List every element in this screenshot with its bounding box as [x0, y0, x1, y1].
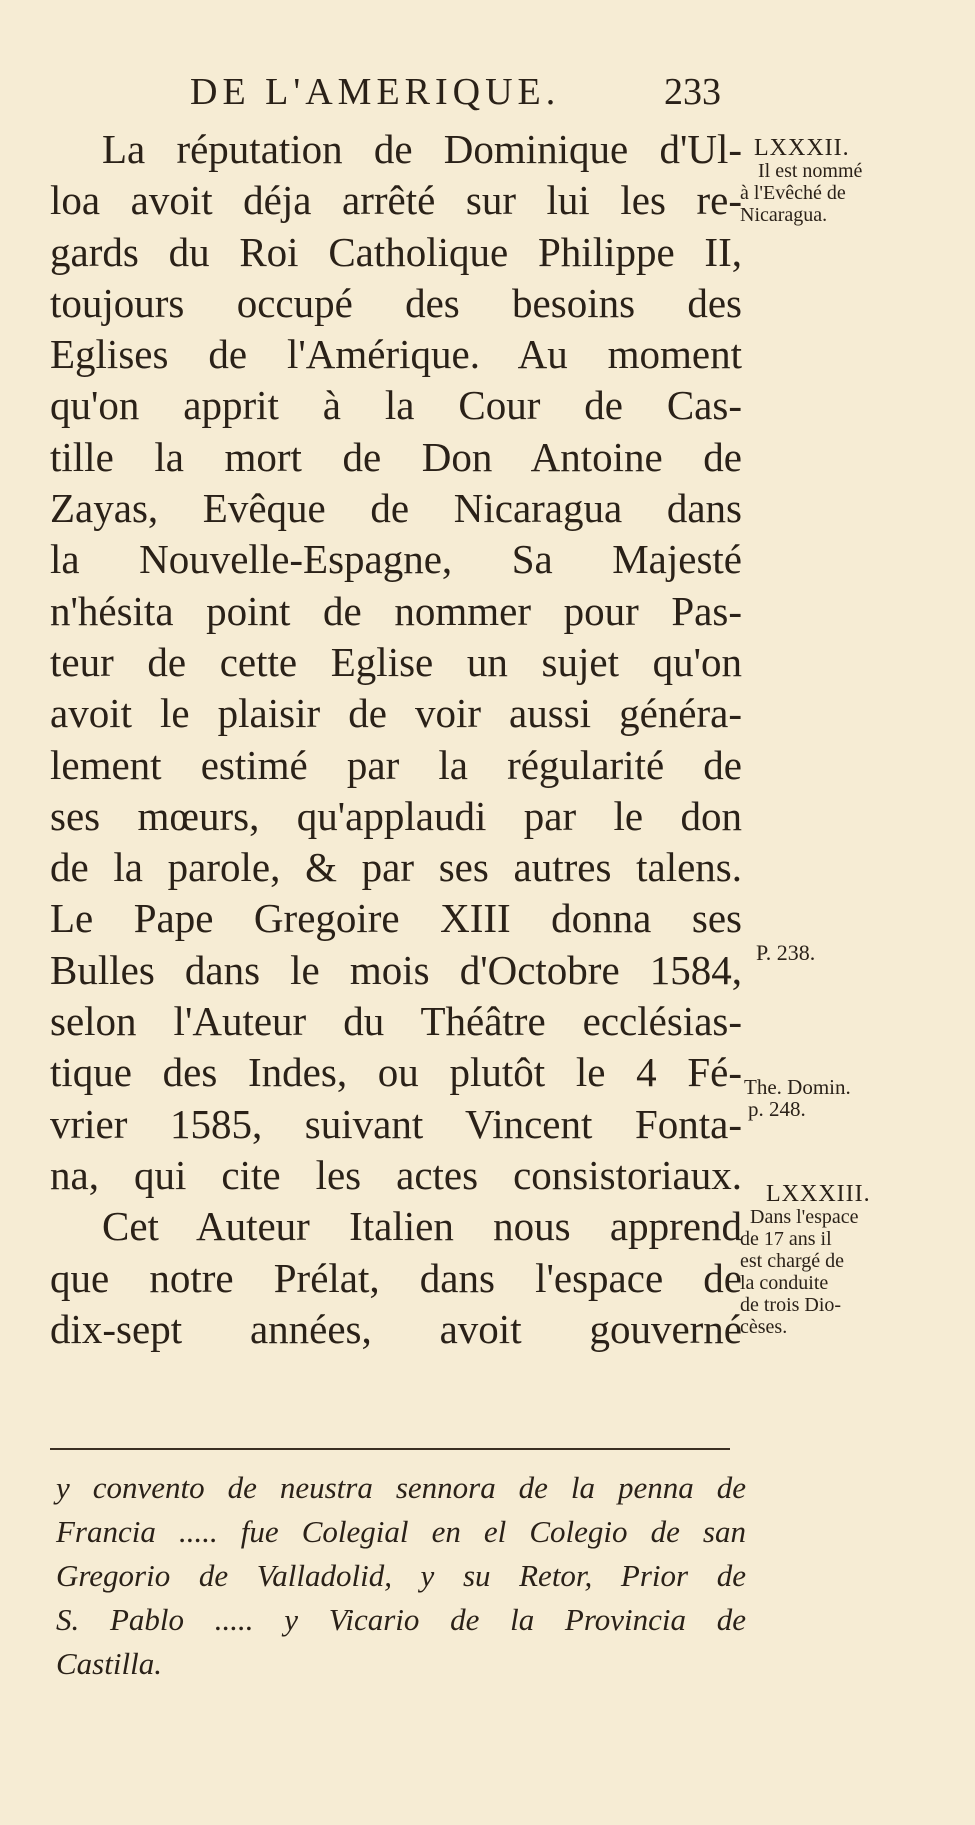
text-line: selon l'Auteur du Théâtre ecclésias-: [50, 998, 742, 1045]
footnote-block: [56, 1466, 746, 1686]
margin-note-line: Il est nommé: [758, 160, 863, 182]
margin-note-heading: LXXXII.: [754, 135, 850, 161]
margin-note-line: Nicaragua.: [740, 204, 828, 226]
footnote-line: Castilla.: [56, 1646, 162, 1681]
text-line: Eglises de l'Amérique. Au moment: [50, 331, 742, 378]
text-line: La réputation de Dominique d'Ul-: [102, 126, 742, 172]
margin-note-line: Dans l'espace: [750, 1206, 859, 1228]
main-text-block: [50, 124, 742, 1355]
page-number: 233: [664, 71, 721, 113]
text-line: loa avoit déja arrêté sur lui les re-: [50, 177, 742, 224]
text-line: qu'on apprit à la Cour de Cas-: [50, 382, 742, 429]
running-title: DE L'AMERIQUE.: [190, 71, 561, 113]
text-line: Cet Auteur Italien nous apprend: [102, 1203, 742, 1250]
text-line: avoit le plaisir de voir aussi généra-: [50, 690, 742, 737]
text-line: toujours occupé des besoins des: [50, 279, 742, 326]
text-line: gards du Roi Catholique Philippe II,: [50, 228, 742, 275]
text-line: tille la mort de Don Antoine de: [50, 433, 742, 480]
footnote-line: y convento de neustra sennora de la penna de: [56, 1470, 746, 1505]
text-line: na, qui cite les actes consistoriaux.: [50, 1151, 742, 1198]
text-line: teur de cette Eglise un sujet qu'on: [50, 638, 742, 685]
margin-note-line: est chargé de: [740, 1250, 845, 1272]
margin-reference: P. 238.: [756, 940, 816, 965]
margin-note-line: cèses.: [740, 1316, 788, 1338]
margin-note-lxxxiii: [740, 1182, 871, 1338]
text-line: que notre Prélat, dans l'espace de: [50, 1254, 742, 1301]
text-line: vrier 1585, suivant Vincent Fonta-: [50, 1100, 742, 1147]
margin-note-line: la conduite: [740, 1272, 829, 1294]
margin-note-lxxxii: [740, 136, 862, 226]
text-line: lement estimé par la régularité de: [50, 741, 742, 788]
text-line: n'hésita point de nommer pour Pas-: [50, 587, 742, 634]
margin-reference-theatre: The. Domin. p. 248.: [744, 1075, 851, 1121]
margin-note-line: de 17 ans il: [740, 1228, 832, 1250]
text-line: Zayas, Evêque de Nicaragua dans: [50, 485, 742, 532]
footnote-line: Gregorio de Valladolid, y su Retor, Prior de: [56, 1558, 746, 1593]
margin-note-line: à l'Evêché de: [740, 182, 846, 204]
margin-note-line: de trois Dio-: [740, 1294, 842, 1316]
footnote-line: Francia ..... fue Colegial en el Colegio de san: [56, 1514, 746, 1549]
footnote-line: S. Pablo ..... y Vicario de la Provincia de: [56, 1602, 746, 1637]
text-line: ses mœurs, qu'applaudi par le don: [50, 792, 742, 839]
text-line: tique des Indes, ou plutôt le 4 Fé-: [50, 1049, 742, 1096]
text-line: Bulles dans le mois d'Octobre 1584,: [50, 946, 742, 993]
footnote-rule: [50, 1448, 730, 1450]
margin-note-heading: LXXXIII.: [766, 1181, 871, 1207]
text-line: Le Pape Gregoire XIII donna ses: [50, 895, 742, 942]
text-line: de la parole, & par ses autres talens.: [50, 844, 742, 891]
text-line: dix-sept années, avoit gouverné: [50, 1305, 742, 1352]
text-line: la Nouvelle-Espagne, Sa Majesté: [50, 536, 742, 583]
